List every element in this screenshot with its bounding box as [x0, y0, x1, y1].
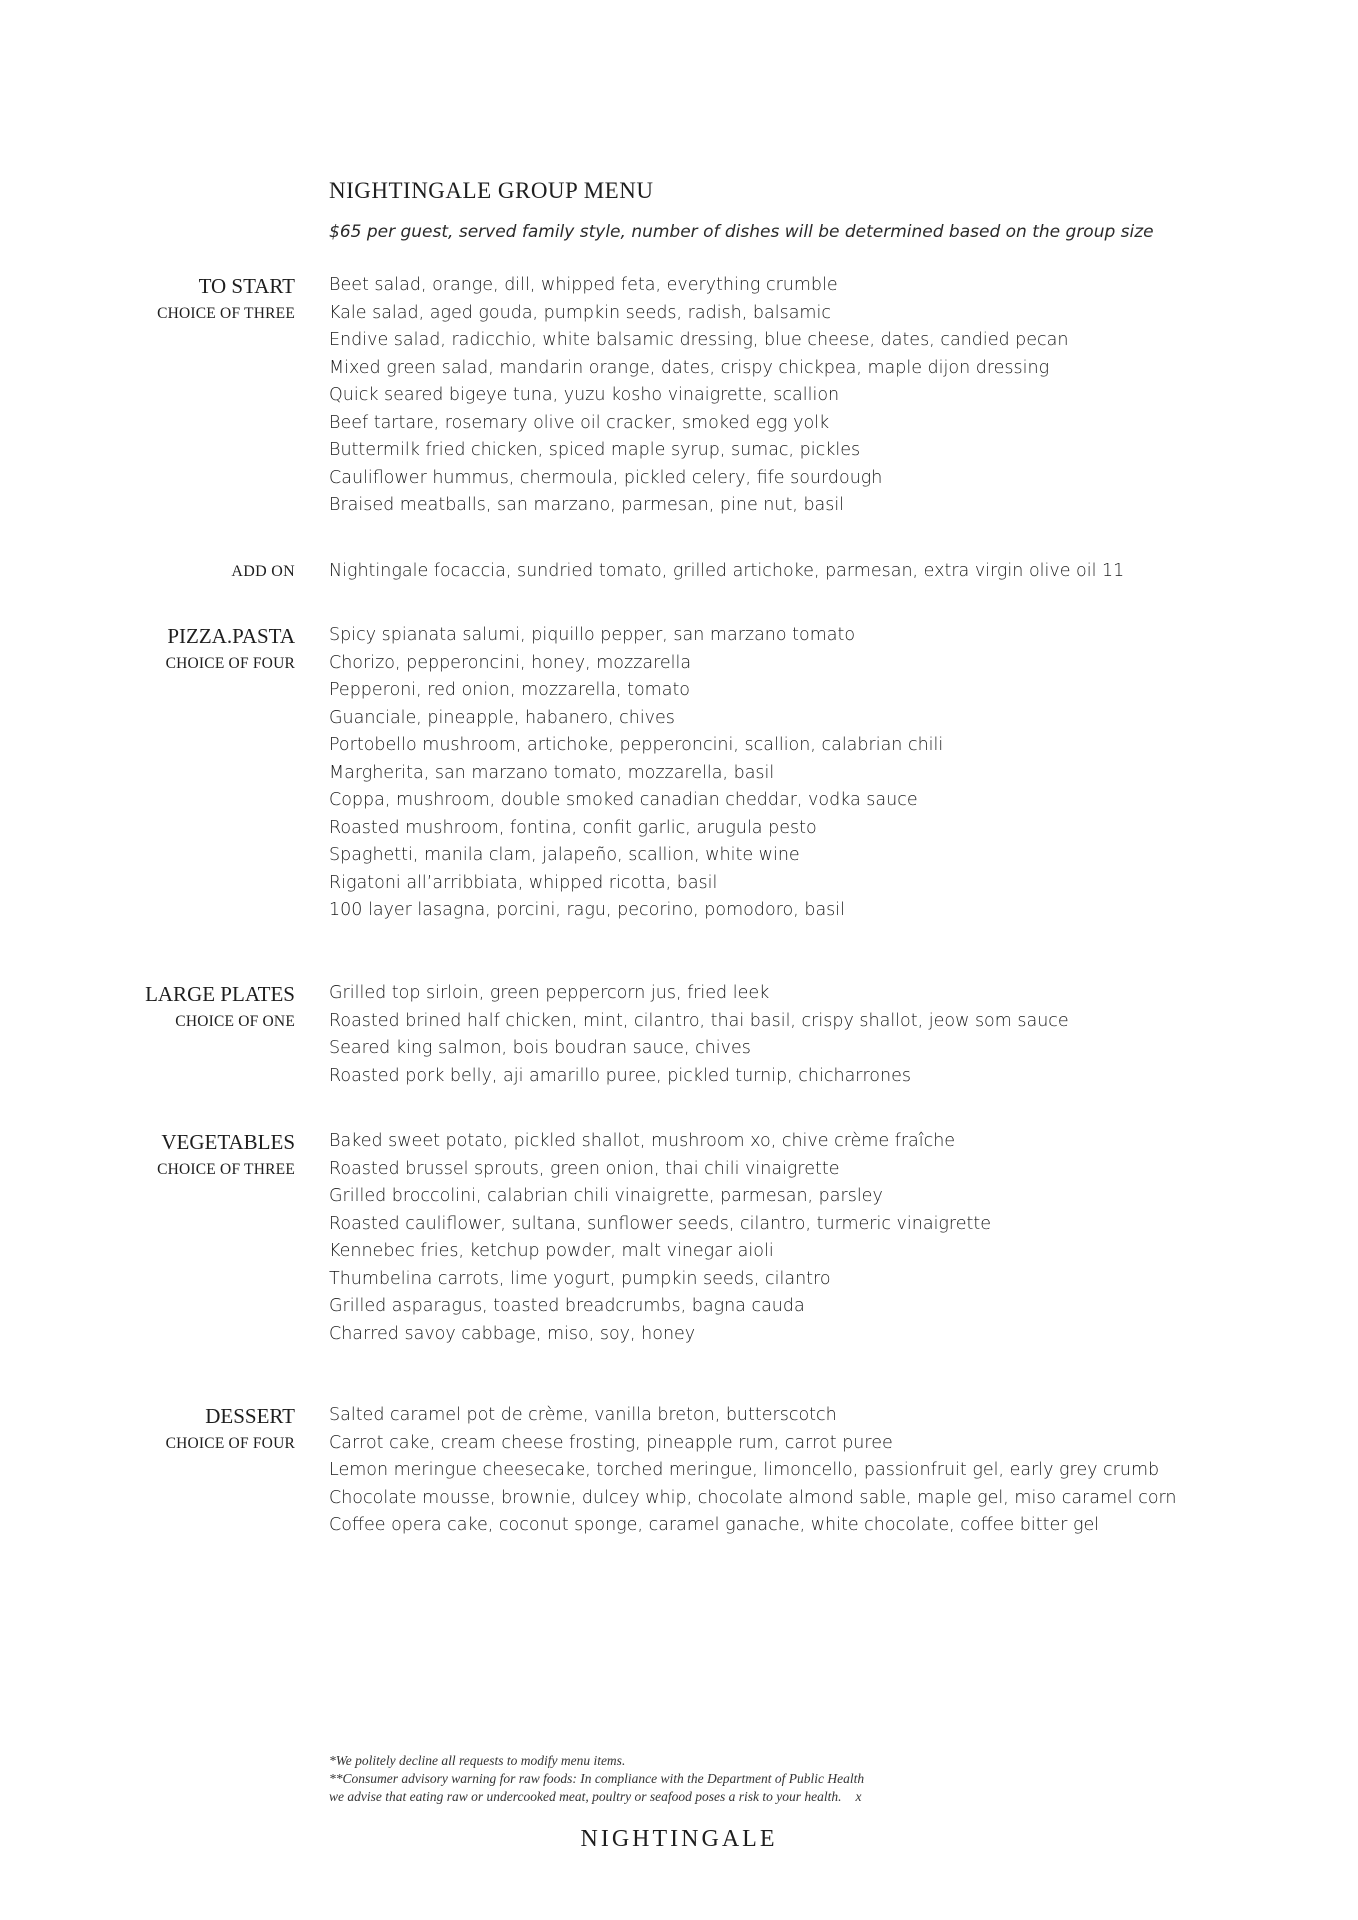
menu-item: Salted caramel pot de crème, vanilla breton, butterscotch	[329, 1405, 837, 1425]
menu-item: Baked sweet potato, pickled shallot, mushroom xo, chive crème fraîche	[329, 1131, 956, 1151]
footer-note: *We politely decline all requests to modify menu items.	[329, 1753, 626, 1768]
menu-item: Chocolate mousse, brownie, dulcey whip, chocolate almond sable, maple gel, miso caramel corn	[329, 1487, 1177, 1508]
menu-item: Chorizo, pepperoncini, honey, mozzarella	[329, 652, 692, 673]
menu-item: Roasted brussel sprouts, green onion, thai chili vinaigrette	[329, 1158, 840, 1179]
menu-item-list	[329, 558, 1124, 586]
section-title: DESSERT	[205, 1404, 295, 1428]
footer-note-line	[329, 1788, 864, 1806]
menu-item: Charred savoy cabbage, miso, soy, honey	[329, 1323, 696, 1344]
menu-item: Guanciale, pineapple, habanero, chives	[329, 707, 675, 728]
menu-item: Kale salad, aged gouda, pumpkin seeds, radish, balsamic	[329, 302, 831, 323]
menu-item: 100 layer lasagna, porcini, ragu, pecorino, pomodoro, basil	[329, 900, 846, 920]
menu-item: Rigatoni all’arribbiata, whipped ricotta, basil	[329, 872, 718, 893]
menu-item: Grilled asparagus, toasted breadcrumbs, bagna cauda	[329, 1296, 805, 1316]
menu-item-list	[329, 622, 943, 925]
footer-notes	[329, 1752, 864, 1806]
page-title: NIGHTINGALE GROUP MENU	[329, 178, 654, 203]
section-title: LARGE PLATES	[145, 982, 295, 1006]
menu-item: Cauliflower hummus, chermoula, pickled celery, fife sourdough	[329, 467, 883, 488]
section-label	[166, 1402, 295, 1458]
page-subtitle: $65 per guest, served family style, number of dishes will be determined based on the group size	[329, 222, 1154, 242]
section-choice: CHOICE OF ONE	[175, 1013, 295, 1030]
menu-item: Buttermilk fried chicken, spiced maple syrup, sumac, pickles	[329, 440, 861, 460]
section-label	[157, 1128, 295, 1184]
menu-item: Thumbelina carrots, lime yogurt, pumpkin seeds, cilantro	[329, 1268, 831, 1289]
menu-item: Endive salad, radicchio, white balsamic dressing, blue cheese, dates, candied pecan	[329, 330, 1069, 350]
section-choice: CHOICE OF FOUR	[165, 1435, 295, 1452]
menu-item: Coffee opera cake, coconut sponge, caramel ganache, white chocolate, coffee bitter gel	[329, 1515, 1100, 1535]
menu-item: Spicy spianata salumi, piquillo pepper, san marzano tomato	[329, 625, 856, 645]
section-title: PIZZA.PASTA	[167, 624, 295, 648]
footer-mark: x	[855, 1789, 862, 1804]
menu-item-list	[329, 980, 1069, 1090]
menu-item: Lemon meringue cheesecake, torched meringue, limoncello, passionfruit gel, early grey crumb	[329, 1460, 1160, 1480]
section-label	[166, 622, 295, 678]
menu-item: Grilled broccolini, calabrian chili vinaigrette, parmesan, parsley	[329, 1186, 883, 1206]
section-label	[157, 272, 295, 328]
menu-item: Roasted cauliflower, sultana, sunflower seeds, cilantro, turmeric vinaigrette	[329, 1213, 992, 1234]
menu-item: Pepperoni, red onion, mozzarella, tomato	[329, 680, 691, 700]
menu-item: Mixed green salad, mandarin orange, dates, crispy chickpea, maple dijon dressing	[329, 357, 1050, 378]
section-title: VEGETABLES	[161, 1130, 295, 1154]
menu-item: Grilled top sirloin, green peppercorn jus, fried leek	[329, 983, 770, 1003]
section-label	[145, 980, 295, 1036]
menu-item: Roasted mushroom, fontina, confit garlic, arugula pesto	[329, 817, 817, 838]
menu-item: Roasted pork belly, aji amarillo puree, pickled turnip, chicharrones	[329, 1065, 911, 1086]
menu-item: Quick seared bigeye tuna, yuzu kosho vinaigrette, scallion	[329, 385, 840, 405]
brand-wordmark: NIGHTINGALE	[580, 1826, 778, 1852]
menu-item-list	[329, 1402, 1177, 1540]
menu-item: Coppa, mushroom, double smoked canadian cheddar, vodka sauce	[329, 790, 918, 810]
menu-item: Beet salad, orange, dill, whipped feta, everything crumble	[329, 275, 838, 295]
menu-item: Nightingale focaccia, sundried tomato, grilled artichoke, parmesan, extra virgin olive oil 11	[329, 561, 1125, 581]
menu-item-list	[329, 1128, 991, 1348]
menu-item: Spaghetti, manila clam, jalapeño, scallion, white wine	[329, 845, 800, 865]
section-title: TO START	[198, 274, 295, 298]
menu-item: Kennebec fries, ketchup powder, malt vinegar aioli	[329, 1241, 774, 1261]
section-choice: CHOICE OF THREE	[157, 305, 295, 322]
menu-item: Margherita, san marzano tomato, mozzarella, basil	[329, 762, 775, 783]
menu-item-list	[329, 272, 1068, 520]
section-label	[231, 558, 295, 586]
menu-item: Beef tartare, rosemary olive oil cracker, smoked egg yolk	[329, 412, 830, 433]
menu-item: Portobello mushroom, artichoke, pepperoncini, scallion, calabrian chili	[329, 735, 944, 755]
menu-item: Carrot cake, cream cheese frosting, pineapple rum, carrot puree	[329, 1432, 893, 1453]
menu-item: Roasted brined half chicken, mint, cilantro, thai basil, crispy shallot, jeow som sauce	[329, 1010, 1069, 1031]
footer-note: we advise that eating raw or undercooked meat, poultry or seafood poses a risk to your health.	[329, 1789, 842, 1804]
section-choice: CHOICE OF FOUR	[165, 655, 295, 672]
menu-item: Seared king salmon, bois boudran sauce, chives	[329, 1038, 751, 1058]
footer-note: **Consumer advisory warning for raw foods: In compliance with the Department of Public Health	[329, 1771, 865, 1786]
section-choice: CHOICE OF THREE	[157, 1161, 295, 1178]
menu-item: Braised meatballs, san marzano, parmesan, pine nut, basil	[329, 495, 845, 515]
section-title: ADD ON	[231, 563, 295, 580]
